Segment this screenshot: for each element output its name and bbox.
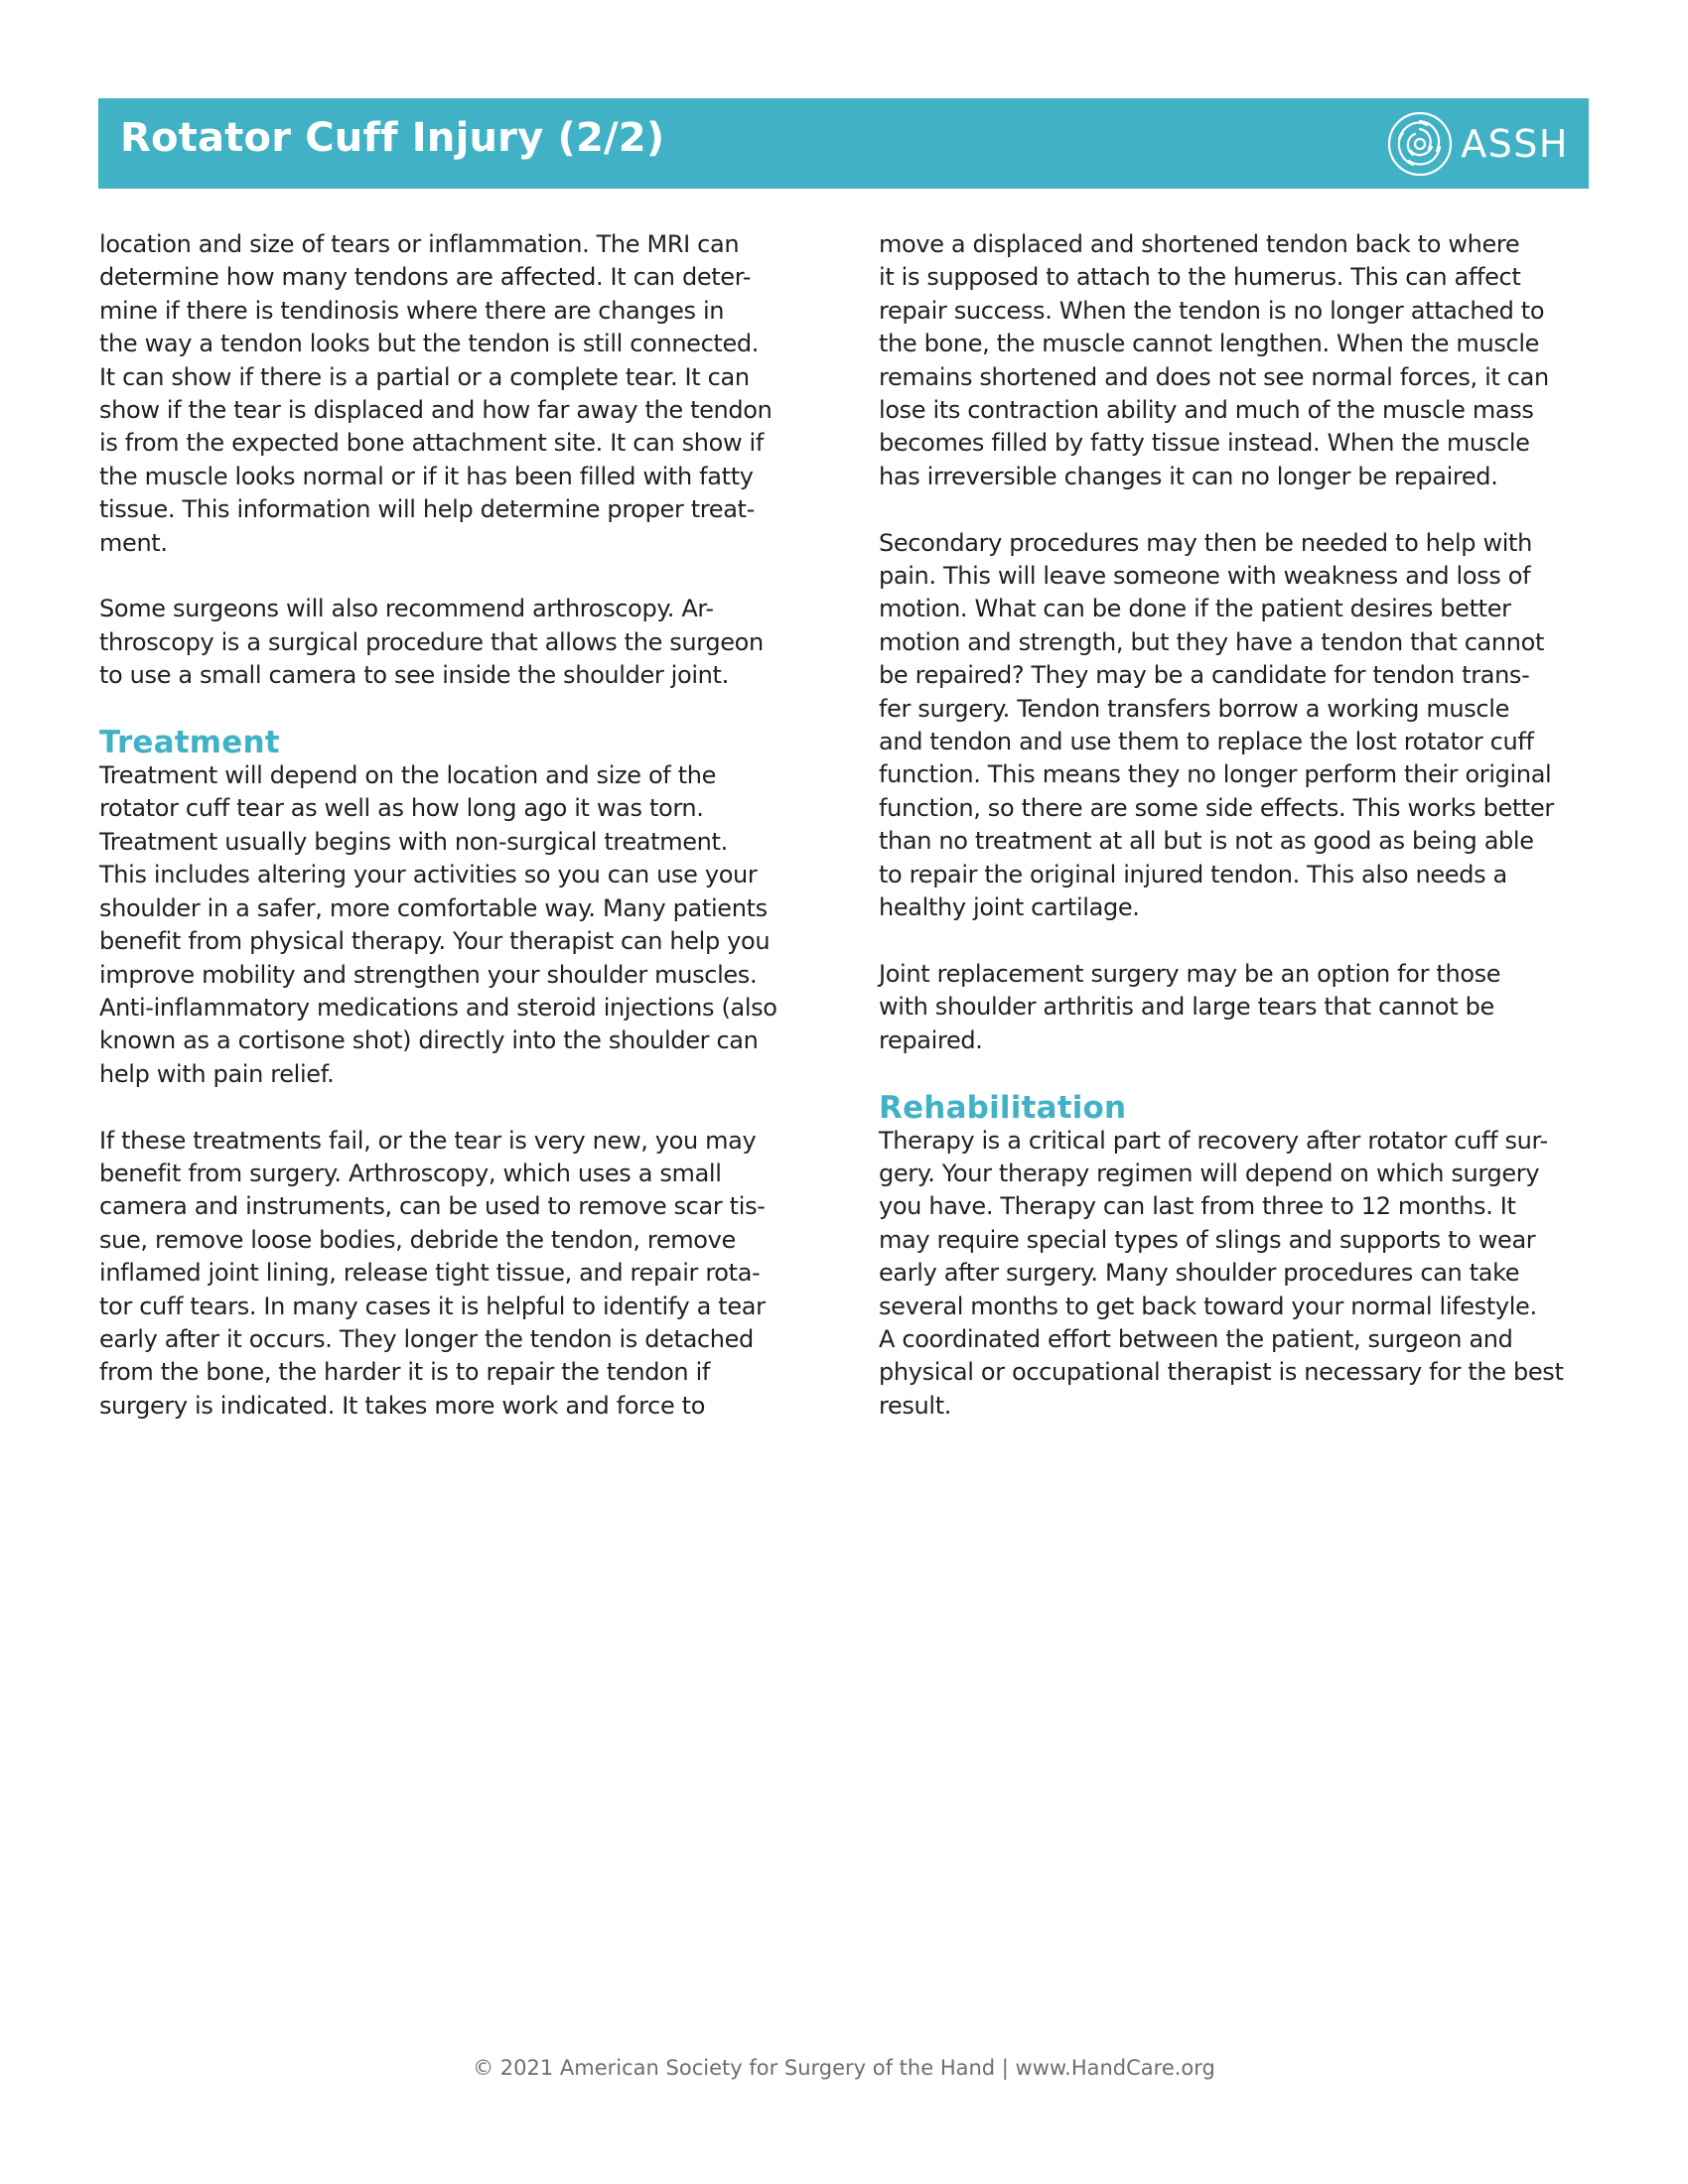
text-line: benefit from surgery. Arthroscopy, which uses a small: [99, 1159, 722, 1187]
text-line: the bone, the muscle cannot lengthen. When the muscle: [879, 330, 1540, 358]
text-line: This includes altering your activities so you can use your: [99, 861, 758, 889]
mri-paragraph: [99, 228, 834, 560]
text-line: If these treatments fail, or the tear is very new, you may: [99, 1126, 757, 1155]
treatment-section: [99, 726, 834, 1091]
text-line: remains shortened and does not see normal forces, it can: [879, 362, 1549, 391]
text-line: physical or occupational therapist is necessary for the best: [879, 1358, 1564, 1387]
assh-logo: [1385, 108, 1569, 179]
text-line: may require special types of slings and supports to wear: [879, 1225, 1536, 1254]
text-line: function, so there are some side effects. This works better: [879, 793, 1554, 822]
text-line: repaired.: [879, 1025, 983, 1054]
text-line: rotator cuff tear as well as how long ago it was torn.: [99, 794, 704, 823]
text-line: motion. What can be done if the patient desires better: [879, 595, 1511, 623]
text-line: Secondary procedures may then be needed to help with: [879, 528, 1532, 557]
text-line: result.: [879, 1391, 952, 1420]
text-line: pain. This will leave someone with weakness and loss of: [879, 562, 1531, 591]
text-line: tissue. This information will help determine proper treat-: [99, 495, 755, 524]
text-line: show if the tear is displaced and how far away the tendon: [99, 396, 773, 425]
text-line: to use a small camera to see inside the shoulder joint.: [99, 661, 729, 690]
text-line: inflamed joint lining, release tight tissue, and repair rota-: [99, 1259, 761, 1288]
page-title: Rotator Cuff Injury (2/2): [120, 115, 665, 161]
secondary-procedures-paragraph: [879, 527, 1604, 925]
text-line: A coordinated effort between the patient, surgeon and: [879, 1324, 1513, 1353]
text-line: Anti-inflammatory medications and steroid injections (also: [99, 993, 777, 1022]
text-line: benefit from physical therapy. Your therapist can help you: [99, 927, 771, 956]
header-bar: [98, 98, 1589, 189]
text-line: motion and strength, but they have a tendon that cannot: [879, 627, 1545, 656]
text-line: location and size of tears or inflammation. The MRI can: [99, 230, 740, 258]
text-line: than no treatment at all but is not as good as being able: [879, 827, 1534, 856]
text-line: tor cuff tears. In many cases it is helpful to identify a tear: [99, 1292, 766, 1320]
text-line: sue, remove loose bodies, debride the tendon, remove: [99, 1225, 736, 1254]
text-line: It can show if there is a partial or a complete tear. It can: [99, 362, 750, 391]
rehabilitation-section: [879, 1091, 1604, 1424]
logo-text: ASSH: [1461, 121, 1569, 166]
text-line: move a displaced and shortened tendon back to where: [879, 230, 1520, 258]
text-line: is from the expected bone attachment site. It can show if: [99, 429, 764, 458]
text-line: lose its contraction ability and much of the muscle mass: [879, 396, 1534, 425]
text-line: fer surgery. Tendon transfers borrow a working muscle: [879, 694, 1509, 723]
text-line: known as a cortisone shot) directly into the shoulder can: [99, 1026, 759, 1055]
text-line: Therapy is a critical part of recovery after rotator cuff sur-: [879, 1126, 1548, 1155]
text-line: Treatment usually begins with non-surgical treatment.: [99, 827, 728, 856]
right-column: [879, 228, 1604, 1456]
text-line: mine if there is tendinosis where there are changes in: [99, 296, 725, 325]
text-line: gery. Your therapy regimen will depend on which surgery: [879, 1159, 1540, 1187]
text-line: it is supposed to attach to the humerus. This can affect: [879, 263, 1521, 292]
text-line: and tendon and use them to replace the lost rotator cuff: [879, 728, 1534, 756]
text-line: help with pain relief.: [99, 1059, 335, 1088]
surgery-paragraph: [99, 1125, 834, 1424]
text-line: improve mobility and strengthen your shoulder muscles.: [99, 960, 758, 989]
text-line: healthy joint cartilage.: [879, 893, 1140, 922]
text-line: Joint replacement surgery may be an option for those: [879, 959, 1501, 988]
text-line: throscopy is a surgical procedure that allows the surgeon: [99, 627, 764, 656]
text-line: camera and instruments, can be used to remove scar tis-: [99, 1192, 766, 1221]
treatment-heading: Treatment: [99, 725, 280, 761]
text-line: early after it occurs. They longer the tendon is detached: [99, 1324, 754, 1353]
text-line: Treatment will depend on the location and size of the: [99, 761, 717, 790]
text-line: you have. Therapy can last from three to 12 months. It: [879, 1192, 1516, 1221]
left-column: [99, 228, 834, 1456]
text-line: shoulder in a safer, more comfortable way. Many patients: [99, 893, 768, 922]
text-line: repair success. When the tendon is no longer attached to: [879, 296, 1545, 325]
text-line: ment.: [99, 528, 168, 557]
text-line: the way a tendon looks but the tendon is still connected.: [99, 330, 760, 358]
text-line: has irreversible changes it can no longer be repaired.: [879, 462, 1498, 490]
text-line: from the bone, the harder it is to repair the tendon if: [99, 1358, 710, 1387]
text-line: determine how many tendons are affected. It can deter-: [99, 263, 752, 292]
text-line: the muscle looks normal or if it has been filled with fatty: [99, 462, 754, 490]
footer-copyright: © 2021 American Society for Surgery of the Hand | www.HandCare.org: [473, 2056, 1215, 2080]
text-line: surgery is indicated. It takes more work and force to: [99, 1391, 706, 1420]
tendon-paragraph: [879, 228, 1604, 493]
text-line: Some surgeons will also recommend arthroscopy. Ar-: [99, 595, 714, 623]
assh-swirl-icon: [1385, 109, 1455, 179]
rehabilitation-heading: Rehabilitation: [879, 1089, 1127, 1126]
text-line: with shoulder arthritis and large tears that cannot be: [879, 993, 1494, 1022]
arthroscopy-paragraph: [99, 593, 834, 692]
text-line: several months to get back toward your normal lifestyle.: [879, 1292, 1537, 1320]
text-line: function. This means they no longer perform their original: [879, 760, 1552, 789]
text-line: becomes filled by fatty tissue instead. When the muscle: [879, 429, 1530, 458]
text-line: early after surgery. Many shoulder procedures can take: [879, 1259, 1520, 1288]
text-line: to repair the original injured tendon. This also needs a: [879, 860, 1507, 888]
text-line: be repaired? They may be a candidate for tendon trans-: [879, 661, 1530, 690]
joint-replacement-paragraph: [879, 958, 1604, 1057]
